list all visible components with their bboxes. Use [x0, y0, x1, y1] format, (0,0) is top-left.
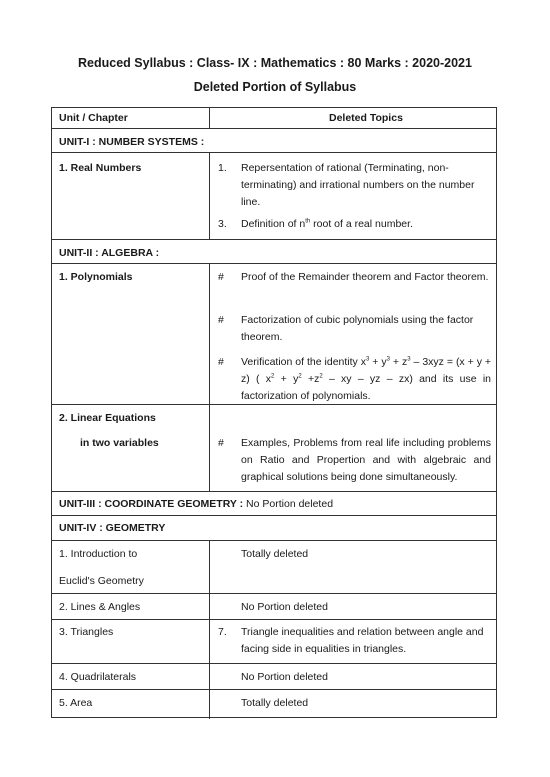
- column-divider: [209, 540, 210, 719]
- row-divider: [52, 128, 496, 129]
- chapter-name-continued: Euclid's Geometry: [59, 575, 144, 587]
- row-divider: [52, 239, 496, 240]
- unit-heading: UNIT-IV : GEOMETRY: [59, 522, 166, 534]
- row-divider: [52, 263, 496, 264]
- row-divider: [52, 689, 496, 690]
- topic-bullet: #: [218, 271, 224, 283]
- deleted-topic: Factorization of cubic polynomials using the factor theorem.: [241, 314, 474, 343]
- row-divider: [52, 540, 496, 541]
- deleted-topic: Triangle inequalities and relation between angle and facing side in equalities in triangles.: [241, 626, 484, 655]
- column-divider: [209, 263, 210, 491]
- chapter-name: 4. Quadrilaterals: [59, 671, 137, 683]
- row-divider: [52, 663, 496, 664]
- unit-heading: UNIT-I : NUMBER SYSTEMS :: [59, 136, 205, 148]
- chapter-name: 1. Polynomials: [59, 271, 133, 283]
- topic-bullet: #: [218, 437, 224, 449]
- deleted-topic: Verification of the identity $x^3 + y^3 + z^3 - 3xyz = (x + y + z)$ ( $x^2 + y^2 +z^2$ – xy – yz – zx) and its use in factorization of polynomials.: [241, 356, 492, 402]
- page-title: Reduced Syllabus : Class- IX : Mathematics : 80 Marks : 2020-2021: [78, 56, 472, 70]
- syllabus-table: [51, 107, 497, 718]
- chapter-name: 2. Lines & Angles: [59, 601, 141, 613]
- column-divider: [209, 152, 210, 239]
- topic-number: 3.: [218, 218, 227, 230]
- unit-heading: UNIT-II : ALGEBRA :: [59, 247, 160, 259]
- row-divider: [52, 152, 496, 153]
- topic-number: 1.: [218, 162, 227, 174]
- row-divider: [52, 619, 496, 620]
- row-divider: [52, 593, 496, 594]
- column-header-unit: Unit / Chapter: [59, 112, 128, 124]
- deleted-topic: Definition of $n^{th}$ root of a real number.: [241, 218, 413, 230]
- topic-number: 7.: [218, 626, 227, 638]
- column-header-topics: Deleted Topics: [329, 112, 403, 124]
- deleted-topic: Examples, Problems from real life including problems on Ratio and Propertion and with algebraic and graphical solutions being done simultaneously.: [241, 437, 491, 483]
- deleted-topic: Totally deleted: [241, 697, 309, 709]
- deleted-topic: No Portion deleted: [241, 671, 328, 683]
- deleted-topic: Repersentation of rational (Terminating, non-terminating) and irrational numbers on the number line.: [241, 162, 475, 208]
- topic-bullet: #: [218, 314, 224, 326]
- deleted-topic: No Portion deleted: [241, 601, 328, 613]
- chapter-name-continued: in two variables: [80, 437, 159, 449]
- chapter-name: 5. Area: [59, 697, 93, 709]
- chapter-name: 2. Linear Equations: [59, 412, 156, 424]
- row-divider: [52, 491, 496, 492]
- unit-heading: UNIT-III : COORDINATE GEOMETRY : No Portion deleted: [59, 498, 334, 510]
- chapter-name: 1. Real Numbers: [59, 162, 142, 174]
- row-divider: [52, 515, 496, 516]
- column-divider: [209, 108, 210, 128]
- deleted-topic: Totally deleted: [241, 548, 309, 560]
- chapter-name: 1. Introduction to: [59, 548, 138, 560]
- page-subtitle: Deleted Portion of Syllabus: [193, 80, 357, 94]
- deleted-topic: Proof of the Remainder theorem and Factor theorem.: [241, 271, 489, 283]
- topic-bullet: #: [218, 356, 224, 368]
- chapter-name: 3. Triangles: [59, 626, 114, 638]
